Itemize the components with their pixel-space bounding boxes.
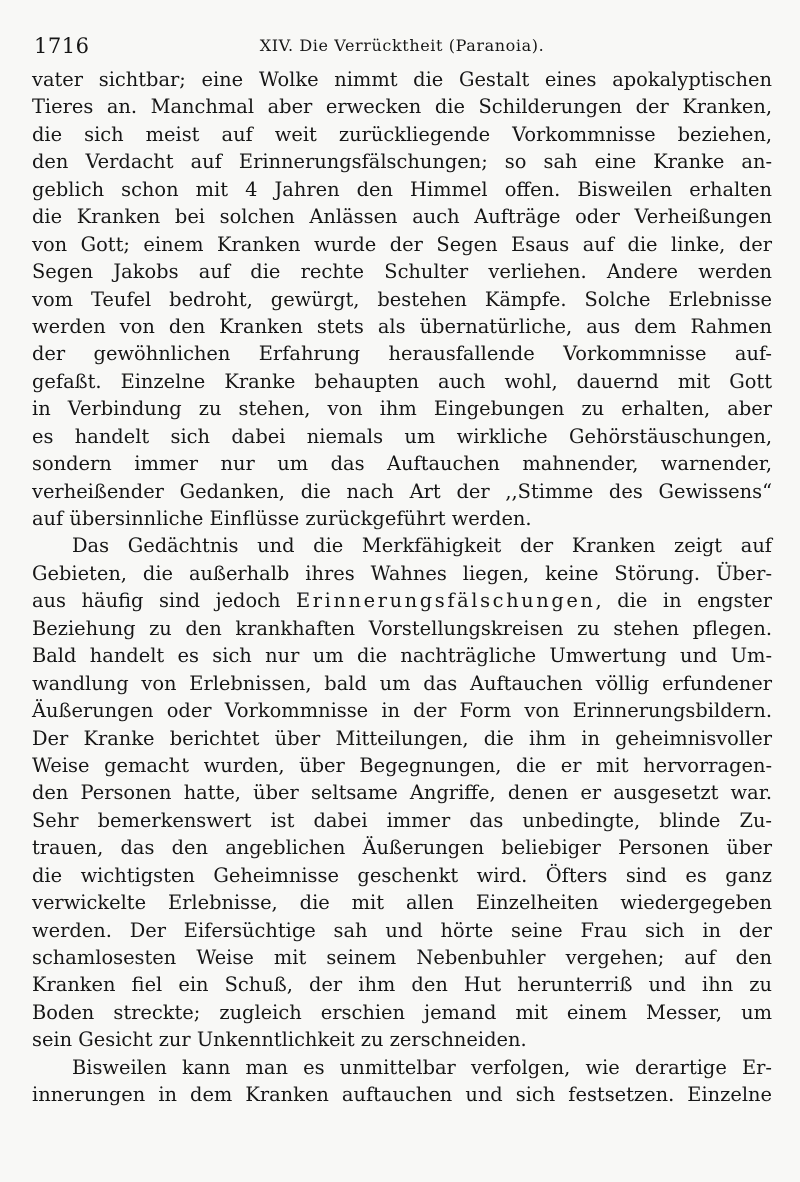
text-run: aus häufig sind jedoch [32,589,281,613]
text-line: die sich meist auf weit zurückliegende Vorkommnisse beziehen, [32,122,772,146]
text-run: , die in engster [595,589,772,613]
paragraph-start-line: Das Gedächtnis und die Merkfähigkeit der Kranken zeigt auf [72,534,772,558]
text-line: werden von den Kranken stets als übernatürliche, aus dem Rahmen [32,314,772,338]
text-line-with-emphasis [32,587,772,614]
text-line: von Gott; einem Kranken wurde der Segen Esaus auf die linke, der [32,232,772,256]
paragraph-end-line: auf übersinnliche Einflüsse zurückgeführt werden. [32,507,532,530]
text-line: Der Kranke berichtet über Mitteilungen, die ihm in geheimnisvoller [32,726,772,750]
text-line: vater sichtbar; eine Wolke nimmt die Gestalt eines apokalyptischen [32,68,772,91]
text-line: innerungen in dem Kranken auftauchen und sich festsetzen. Einzelne [32,1083,772,1107]
text-line: schamlosesten Weise mit seinem Nebenbuhler vergehen; auf den [32,946,772,969]
text-line: Segen Jakobs auf die rechte Schulter verliehen. Andere werden [32,260,772,284]
body-text [32,66,772,1109]
text-line: Äußerungen oder Vorkommnisse in der Form von Erinnerungsbildern. [32,699,772,723]
text-line: Sehr bemerkenswert ist dabei immer das unbedingte, blinde Zu- [32,808,772,832]
paragraph-end-line: sein Gesicht zur Unkenntlichkeit zu zerschneiden. [32,1028,527,1052]
page-number: 1716 [34,34,90,58]
text-line: der gewöhnlichen Erfahrung herausfallende Vorkommnisse auf- [32,342,772,366]
text-line: Tieres an. Manchmal aber erwecken die Schilderungen der Kranken, [32,95,772,119]
text-line: geblich schon mit 4 Jahren den Himmel offen. Bisweilen erhalten [32,177,772,201]
text-line: Boden streckte; zugleich erschien jemand mit einem Messer, um [32,1000,772,1024]
text-line: vom Teufel bedroht, gewürgt, bestehen Kämpfe. Solche Erlebnisse [32,287,772,311]
text-line: Bald handelt es sich nur um die nachträgliche Umwertung und Um- [32,644,772,668]
text-line: in Verbindung zu stehen, von ihm Eingebungen zu erhalten, aber [32,397,772,421]
text-line: verwickelte Erlebnisse, die mit allen Einzelheiten wiedergegeben [32,891,772,915]
text-line: die Kranken bei solchen Anlässen auch Aufträge oder Verheißungen [32,205,772,229]
spaced-emphasis-term: Erinnerungsfälschungen [296,589,596,613]
text-line: es handelt sich dabei niemals um wirkliche Gehörstäuschungen, [32,424,772,448]
text-line: verheißender Gedanken, die nach Art der ,,Stimme des Gewissens“ [32,479,772,503]
text-line: Weise gemacht wurden, über Begegnungen, die er mit hervorragen- [32,753,772,777]
text-line: den Personen hatte, über seltsame Angriffe, denen er ausgesetzt war. [32,781,772,805]
text-line: gefaßt. Einzelne Kranke behaupten auch wohl, dauernd mit Gott [32,369,772,393]
text-line: sondern immer nur um das Auftauchen mahnender, warnender, [32,452,772,476]
text-line: werden. Der Eifersüchtige sah und hörte seine Frau sich in der [32,918,772,942]
paragraph-start-line: Bisweilen kann man es unmittelbar verfolgen, wie derartige Er- [72,1055,772,1079]
text-line: Beziehung zu den krankhaften Vorstellungskreisen zu stehen pflegen. [32,616,772,640]
text-line: die wichtigsten Geheimnisse geschenkt wird. Öfters sind es ganz [32,863,772,887]
text-line: den Verdacht auf Erinnerungsfälschungen; so sah eine Kranke an- [32,150,772,174]
page-header [34,34,770,58]
text-line: Kranken fiel ein Schuß, der ihm den Hut herunterriß und ihn zu [32,973,772,997]
text-line: trauen, das den angeblichen Äußerungen beliebiger Personen über [32,836,772,860]
text-line: Gebieten, die außerhalb ihres Wahnes liegen, keine Störung. Über- [32,561,772,585]
text-line: wandlung von Erlebnissen, bald um das Auftauchen völlig erfundener [32,671,772,695]
running-head: XIV. Die Verrücktheit (Paranoia). [259,36,545,55]
